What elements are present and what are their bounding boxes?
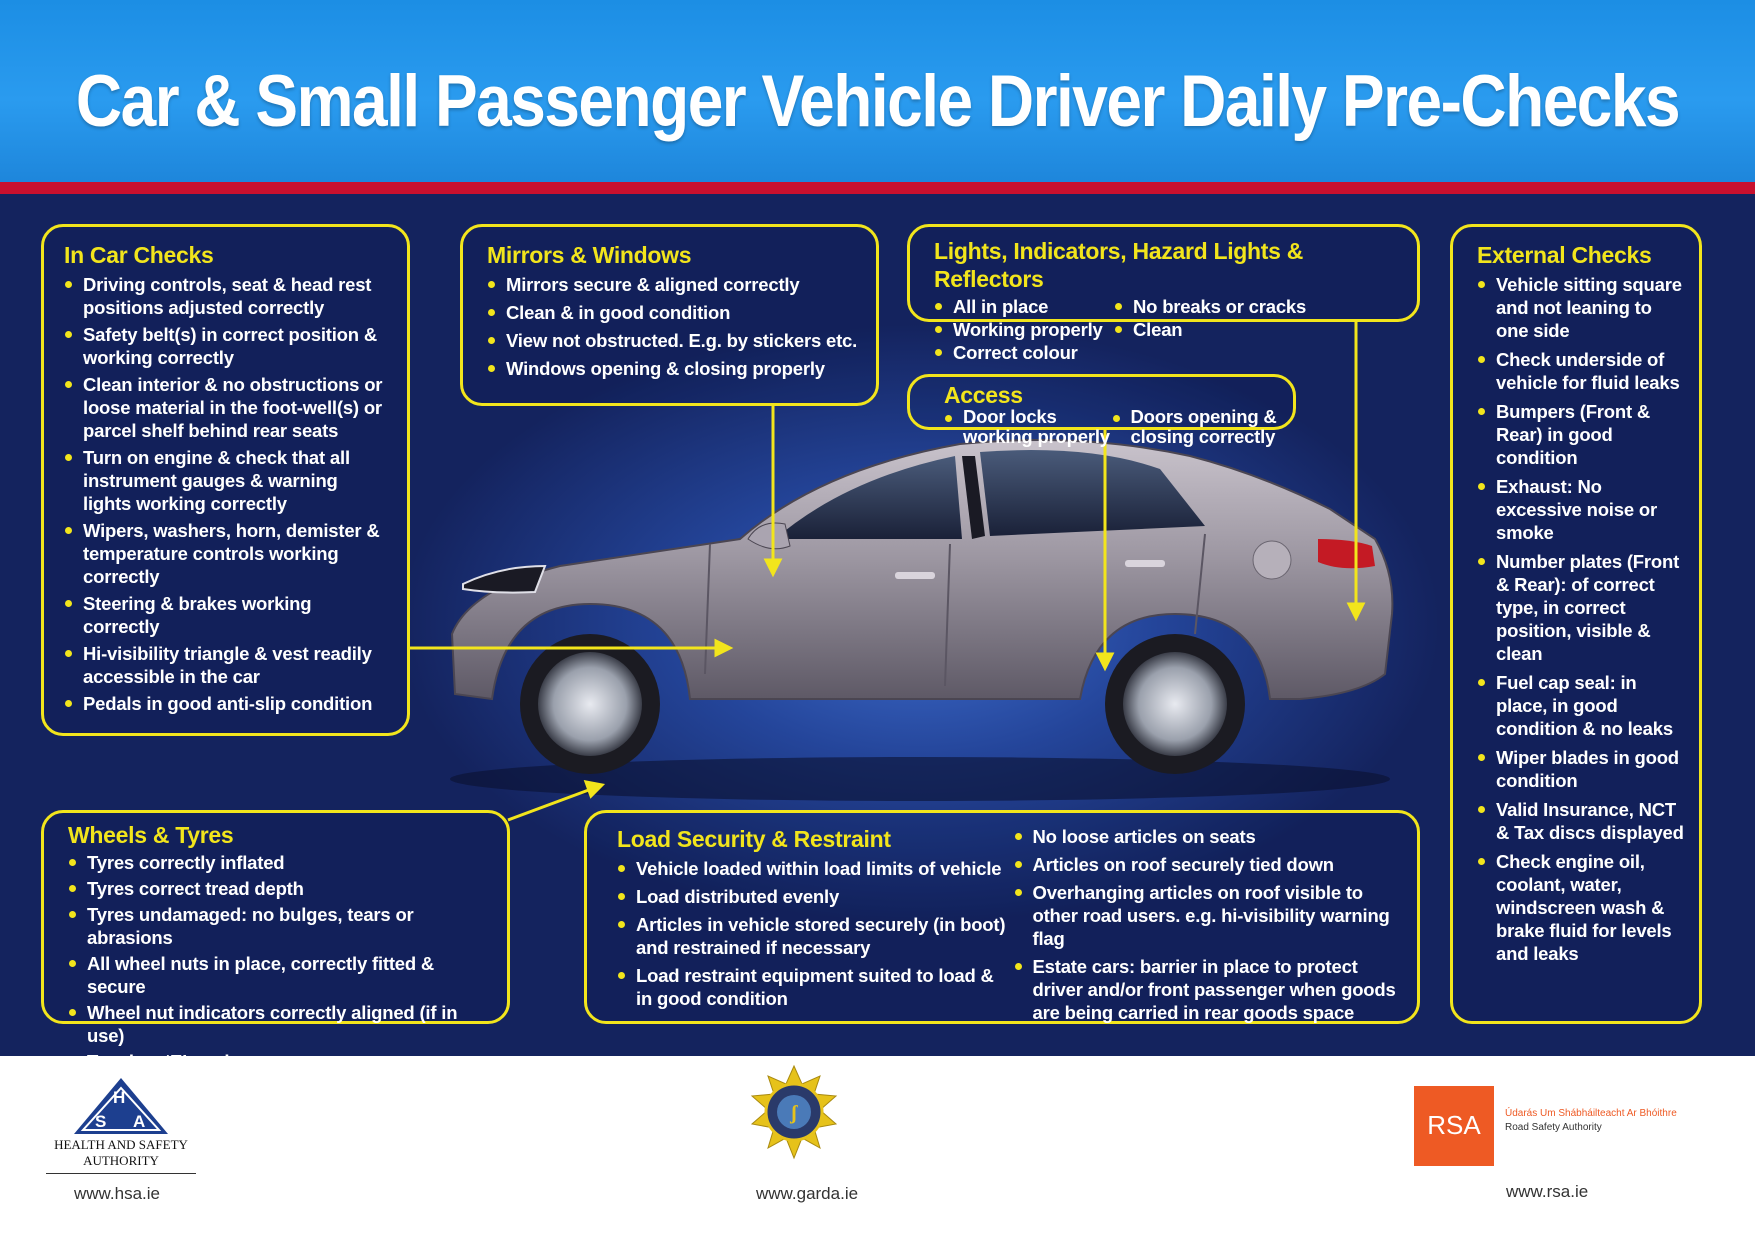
list-item: Tyres correct tread depth [68,877,493,900]
hsa-name-line1: HEALTH AND SAFETY [54,1137,188,1152]
header-banner [0,0,1755,182]
list-item: Clean interior & no obstructions or loose material in the foot-well(s) or parcel shelf behind rear seats [64,373,389,442]
rsa-logo [1414,1086,1494,1166]
load-security-box [584,810,1420,1024]
list-item: Driving controls, seat & head rest positions adjusted correctly [64,273,389,319]
in-car-checks-title: In Car Checks [64,242,214,268]
rsa-logo-text: RSA [1427,1110,1481,1140]
car-headlight [463,566,545,593]
list-item: Load distributed evenly [617,885,1014,908]
list-item: Clean & in good condition [487,301,858,324]
access-list-right [1112,407,1280,447]
list-item: Fuel cap seal: in place, in good condition & no leaks [1477,671,1687,740]
footer [0,1056,1755,1240]
access-title: Access [944,382,1023,408]
svg-text:ʃ: ʃ [790,1102,798,1124]
list-item: Steering & brakes working correctly [64,592,389,638]
list-item: Load restraint equipment suited to load & in good condition [617,964,1014,1010]
list-item: Windows opening & closing properly [487,357,858,380]
list-item: Doors opening & closing correctly [1112,407,1280,447]
wheels-tyres-box [41,810,510,1046]
lights-title: Lights, Indicators, Hazard Lights & Reflectors [934,238,1304,292]
list-item: Working properly [934,318,1114,341]
list-item: Exhaust: No excessive noise or smoke [1477,475,1687,544]
list-item: Clean [1114,318,1306,341]
lights-list-left [934,295,1114,364]
load-security-title: Load Security & Restraint [617,826,891,852]
garda-url[interactable]: www.garda.ie [756,1184,859,1203]
list-item: Number plates (Front & Rear): of correct type, in correct position, visible & clean [1477,550,1687,665]
list-item: Door locks working properly [944,407,1112,447]
list-item: Wiper blades in good condition [1477,746,1687,792]
hsa-letter-s: S [95,1112,107,1131]
list-item: Vehicle loaded within load limits of vehicle [617,857,1014,880]
lights-box [907,224,1420,363]
hsa-letter-a: A [133,1112,146,1131]
list-item: View not obstructed. E.g. by stickers etc. [487,329,858,352]
load-security-list-right [1014,825,1404,1024]
mirrors-windows-list [487,273,858,380]
rsa-url[interactable]: www.rsa.ie [1506,1182,1589,1201]
list-item: Overhanging articles on roof visible to other road users. e.g. hi-visibility warning flag [1014,881,1404,950]
list-item: Mirrors secure & aligned correctly [487,273,858,296]
external-checks-box [1450,224,1702,1024]
list-item: Wheel nut indicators correctly aligned (if in use) [68,1001,493,1047]
external-checks-list [1477,273,1687,965]
list-item: Articles on roof securely tied down [1014,853,1404,876]
list-item: Check engine oil, coolant, water, windscreen wash & brake fluid for levels and leaks [1477,850,1687,965]
list-item: Articles in vehicle stored securely (in boot) and restrained if necessary [617,913,1014,959]
list-item: Correct colour [934,341,1114,364]
list-item: No breaks or cracks [1114,295,1306,318]
list-item: All wheel nuts in place, correctly fitted & secure [68,952,493,998]
list-item: Tyres correctly inflated [68,851,493,874]
list-item: Estate cars: barrier in place to protect driver and/or front passenger when goods are being carried in rear goods space [1014,955,1404,1024]
external-checks-title: External Checks [1477,242,1652,268]
list-item: Turn on engine & check that all instrument gauges & warning lights working correctly [64,446,389,515]
list-item: Wipers, washers, horn, demister & temperature controls working correctly [64,519,389,588]
hsa-logo [46,1076,196,1186]
mirrors-windows-box [460,224,879,406]
list-item: Tyres undamaged: no bulges, tears or abrasions [68,903,493,949]
access-box [907,374,1296,447]
load-security-list-left [617,857,1014,1010]
list-item: All in place [934,295,1114,318]
in-car-checks-box [41,224,410,736]
wheels-tyres-list [68,851,493,1073]
hsa-name-line2: AUTHORITY [46,1153,196,1174]
mirrors-windows-title: Mirrors & Windows [487,242,692,268]
main-panel [0,194,1755,1056]
access-list-left [944,407,1112,447]
garda-crest-icon [746,1064,842,1160]
list-item: Valid Insurance, NCT & Tax discs displayed [1477,798,1687,844]
list-item: Check underside of vehicle for fluid leaks [1477,348,1687,394]
hsa-letter-h: H [113,1088,126,1107]
lights-list-right [1114,295,1306,364]
list-item: Bumpers (Front & Rear) in good condition [1477,400,1687,469]
page-title: Car & Small Passenger Vehicle Driver Daily Pre-Checks [75,59,1680,142]
header-divider [0,182,1755,194]
rsa-english-name: Road Safety Authority [1505,1122,1602,1133]
wheels-tyres-title: Wheels & Tyres [68,822,234,848]
list-item: Pedals in good anti-slip condition [64,692,389,715]
rsa-irish-name: Údarás Um Shábháilteacht Ar Bhóithre [1505,1108,1677,1119]
list-item: Hi-visibility triangle & vest readily accessible in the car [64,642,389,688]
hsa-url[interactable]: www.hsa.ie [74,1184,160,1203]
in-car-checks-list [64,273,389,715]
list-item: No loose articles on seats [1014,825,1404,848]
list-item: Safety belt(s) in correct position & working correctly [64,323,389,369]
list-item: Vehicle sitting square and not leaning to one side [1477,273,1687,342]
